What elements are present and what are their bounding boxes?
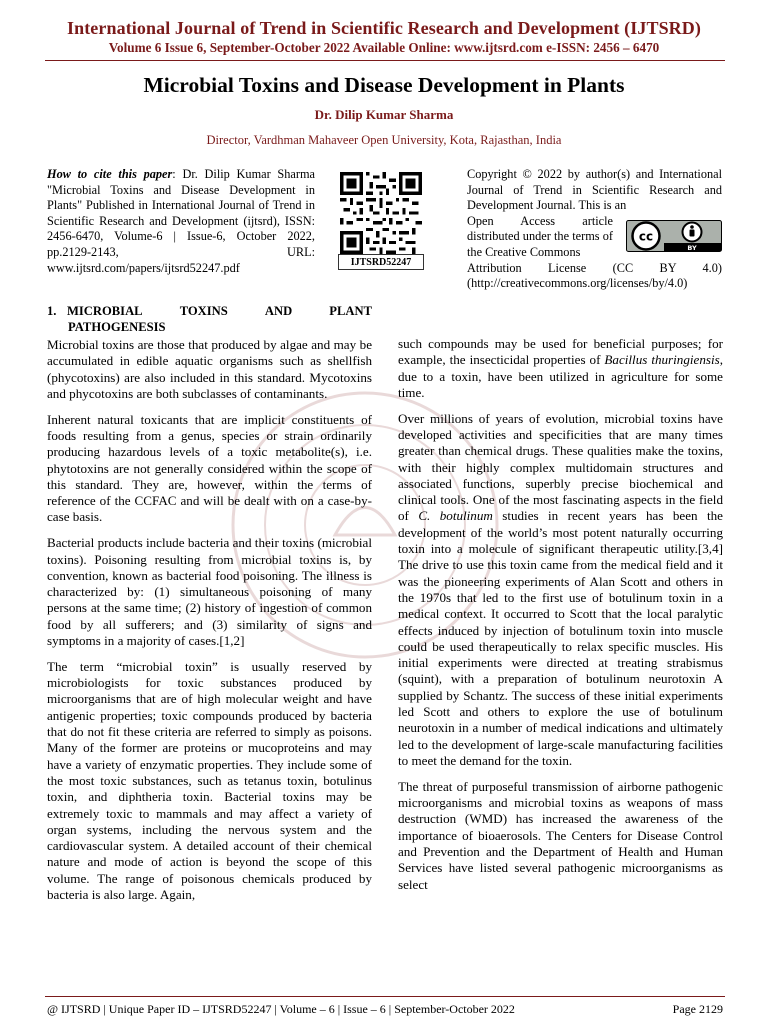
journal-title: International Journal of Trend in Scientific Research and Development (IJTSRD) — [67, 18, 701, 38]
author-affiliation: Director, Vardhman Mahaveer Open University, Kota, Rajasthan, India — [206, 133, 562, 147]
section-heading — [47, 303, 372, 335]
footer-text: @ IJTSRD | Unique Paper ID – IJTSRD52247 | Volume – 6 | Issue – 6 | September-October 2022 — [47, 1002, 515, 1016]
cc-badge-label: cc — [638, 229, 654, 244]
text-run: such compounds may be used for beneficial purposes; for example, the insecticidal properties of — [398, 336, 723, 368]
section-word-2: TOXINS — [179, 304, 228, 318]
page-footer — [47, 1002, 723, 1017]
paragraph — [398, 411, 723, 770]
section-word-1: MICROBIAL — [67, 304, 143, 318]
copyright-text: Copyright © 2022 by author(s) and International Journal of Trend in Scientific Research and Development Journal. This is an — [467, 167, 722, 213]
footer-rule — [45, 996, 725, 997]
open-access-text: Open Access article distributed under the terms of the Creative Commons — [467, 213, 613, 259]
left-column — [47, 337, 372, 913]
section-heading-line2: PATHOGENESIS — [68, 320, 166, 334]
paragraph: Inherent natural toxicants that are implicit constituents of foods resulting from a genus, species or strain ordinarily producing hazardous levels of a toxic metabolite(s), i.e. phytotoxins are not generally considered within the scope of this standard. They are, however, within the terms of reference of the CCFAC and will be dealt with on a case-by-case basis. — [47, 411, 372, 525]
author-name: Dr. Dilip Kumar Sharma — [314, 107, 454, 122]
paragraph: The term “microbial toxin” is usually reserved by microbiologists for toxic substances produced by microorganisms that are of high molecular weight and have antigenic properties; toxic compounds produced by bacteria that do not fit these criteria are referred to simply as poisons. Many of the former are proteins or mucoproteins and may have a variety of enzymatic properties. They include some of the most toxic substances, such as tetanus toxin, botulinus toxin, and diphtheria toxin. Bacterial toxins may be extremely toxic to mammals and may affect a variety of organ systems, including the nervous system and the cardiovascular system. A detailed account of their chemical nature and mode of action is beyond the scope of this volume. The range of poisonous chemicals produced by bacteria is also large. Again, — [47, 658, 372, 902]
species-name: Bacillus thuringiensis — [604, 352, 720, 368]
by-badge-label: BY — [687, 244, 697, 252]
section-number: 1. — [47, 304, 57, 318]
qr-code-icon — [340, 172, 422, 254]
section-word-3: AND — [264, 304, 293, 318]
text-run: studies in recent years has been the development of the world’s most potent naturally occurring toxin into a molecule of significant therapeutic utility.[3,4] The drive to use this toxin came from the medical field and it was the pioneering experiments of Alan Scott and others in the 1970s that led to the first use of botulinum toxin in a medical context. It occurred to Scott that the local paralytic effects induced by injection of botulinum toxin into muscle could be used therapeutically to relax specific muscles. His initial experiments were directed at treating strabismus (squint), with a preparation of botulinum neurotoxin A supplied by Schantz. The success of these initial experiments led Scott and others to explore the use of botulinum neurotoxin in a number of medical indications and ultimately led to the development of large-scale manufacturing facilities to meet the demand for the toxin. — [398, 508, 723, 768]
citation-text: : Dr. Dilip Kumar Sharma "Microbial Toxins and Disease Development in Plants" Published in International Journal of Trend in Scientific Research and Development (ijtsrd), ISSN: 2456-6470, Volume-6 | Issue-6, October 2022, pp.2129-2143, URL: www.ijtsrd.com/papers/ijtsrd52247.pdf — [47, 167, 315, 275]
paragraph: Bacterial products include bacteria and their toxins (microbial toxins). Poisoning resulting from microbial toxins is, by convention, known as bacterial food poisoning. The illness is characterized by: (1) simultaneous poisoning of many persons at the same time; (2) history of ingestion of common food by all sufferers; and (3) similarity of signs and symptoms in a majority of cases.[1,2] — [47, 535, 372, 649]
license-text: Attribution License (CC BY 4.0) (http://creativecommons.org/licenses/by/4.0) — [467, 260, 722, 291]
right-column — [398, 336, 723, 902]
cc-by-license-icon — [626, 220, 722, 252]
journal-meta: Volume 6 Issue 6, September-October 2022 Available Online: www.ijtsrd.com e-ISSN: 2456 – 6470 — [108, 40, 660, 55]
qr-paper-id-label: IJTSRD52247 — [338, 254, 424, 270]
section-word-4: PLANT — [329, 304, 372, 318]
paragraph — [398, 336, 723, 401]
citation-label: How to cite this paper — [47, 167, 173, 181]
paper-title: Microbial Toxins and Disease Development in Plants — [143, 73, 625, 97]
citation-block — [47, 167, 315, 276]
page-number: Page 2129 — [672, 1002, 723, 1016]
qr-code-box — [334, 170, 430, 270]
header-rule — [45, 60, 725, 61]
paragraph: The threat of purposeful transmission of airborne pathogenic microorganisms and microbial toxins as weapons of mass destruction (WMD) has increased the awareness of the importance of bioaerosols. The Centers for Disease Control and Prevention and the Department of Health and Human Services have listed several pathogenic microorganisms as select — [398, 778, 723, 892]
text-run: , due to a toxin, have been utilized in agriculture for some time. — [398, 352, 723, 400]
text-run: Over millions of years of evolution, microbial toxins have developed activities and specificities that are many times greater than chemical drugs. These qualities make the toxins, with their highly complex multidomain structures and associated functions, superbly precise biochemical and clinical tools. One of the most fascinating aspects in the field of — [398, 410, 723, 524]
species-name: C. botulinum — [418, 508, 493, 524]
paragraph: Microbial toxins are those that produced by algae and may be accumulated in edible aquatic organisms such as shellfish (phycotoxins) are also included in this standard. Mycotoxins and phycotoxins are both subclasses of contaminants. — [47, 337, 372, 401]
